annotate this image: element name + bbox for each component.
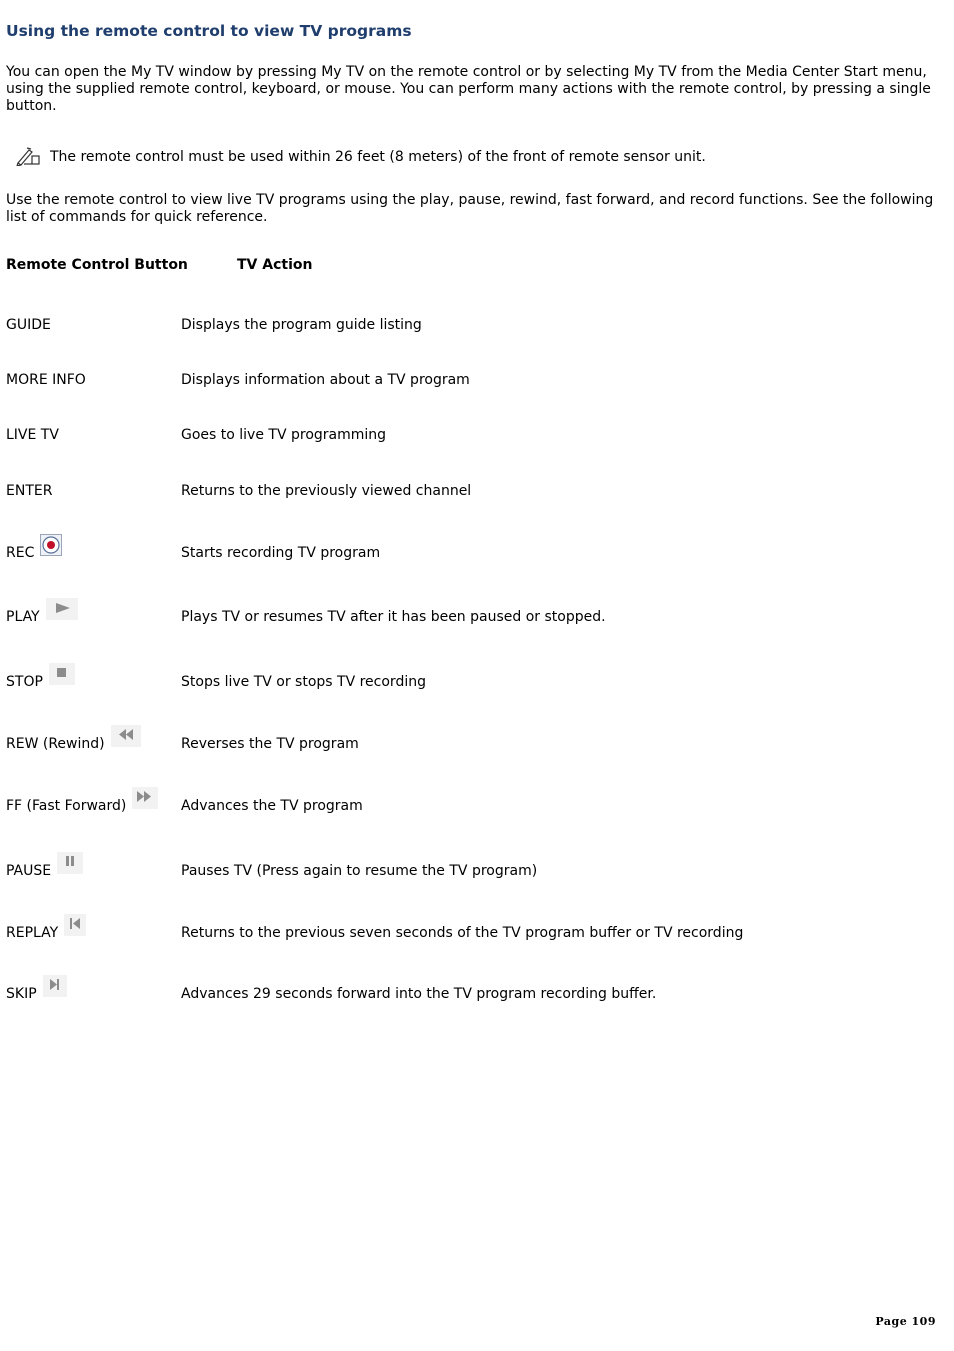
- action-text: Advances the TV program: [181, 798, 363, 814]
- table-row: [6, 420, 946, 444]
- table-row: [6, 538, 946, 562]
- button-name: PLAY: [6, 609, 40, 625]
- note-text: The remote control must be used within 26 feet (8 meters) of the front of remote sensor unit.: [50, 149, 706, 165]
- skip-icon: [43, 975, 67, 997]
- play-icon: [46, 598, 78, 620]
- table-row: [6, 791, 946, 815]
- button-name: REPLAY: [6, 925, 59, 941]
- button-name: ENTER: [6, 483, 53, 499]
- rewind-icon: [111, 725, 141, 747]
- action-text: Goes to live TV programming: [181, 427, 387, 443]
- note-block: [6, 146, 948, 166]
- page-title: Using the remote control to view TV programs: [6, 22, 412, 40]
- action-text: Reverses the TV program: [181, 736, 359, 752]
- page-number: Page 109: [875, 1315, 936, 1328]
- table-row: [6, 979, 946, 1003]
- table-row: [6, 918, 946, 942]
- table-row: [6, 729, 946, 753]
- action-text: Returns to the previous seven seconds of the TV program buffer or TV recording: [181, 925, 744, 941]
- action-text: Starts recording TV program: [181, 545, 381, 561]
- action-text: Stops live TV or stops TV recording: [181, 674, 426, 690]
- table-row: [6, 667, 946, 691]
- table-row: [6, 365, 946, 389]
- header-tv-action: TV Action: [237, 257, 313, 273]
- stop-icon: [49, 663, 75, 685]
- table-row: [6, 310, 946, 334]
- replay-icon: [64, 914, 86, 936]
- button-name: FF (Fast Forward): [6, 798, 127, 814]
- action-text: Displays the program guide listing: [181, 317, 422, 333]
- table-row: [6, 856, 946, 880]
- note-pencil-icon: [15, 146, 41, 166]
- action-text: Advances 29 seconds forward into the TV program recording buffer.: [181, 986, 657, 1002]
- record-icon: [40, 534, 62, 556]
- table-row: [6, 602, 946, 626]
- pause-icon: [57, 852, 83, 874]
- button-name: SKIP: [6, 986, 37, 1002]
- fast-forward-icon: [132, 787, 158, 809]
- intro-paragraph: You can open the My TV window by pressing My TV on the remote control or by selecting My TV from the Media Center Start menu, using the supplied remote control, keyboard, or mouse. You can perform many actions with the remote control, by pressing a single button.: [6, 64, 931, 114]
- button-name: PAUSE: [6, 863, 52, 879]
- action-text: Returns to the previously viewed channel: [181, 483, 472, 499]
- button-name: STOP: [6, 674, 43, 690]
- button-name: REW (Rewind): [6, 736, 105, 752]
- button-name: GUIDE: [6, 317, 51, 333]
- button-name: LIVE TV: [6, 427, 59, 443]
- action-text: Displays information about a TV program: [181, 372, 470, 388]
- table-row: [6, 476, 946, 500]
- usage-paragraph: Use the remote control to view live TV programs using the play, pause, rewind, fast forward, and record functions. See the following list of commands for quick reference.: [6, 192, 934, 225]
- header-remote-button: Remote Control Button: [6, 257, 188, 273]
- button-name: MORE INFO: [6, 372, 86, 388]
- action-text: Pauses TV (Press again to resume the TV program): [181, 863, 538, 879]
- action-text: Plays TV or resumes TV after it has been paused or stopped.: [181, 609, 606, 625]
- button-name: REC: [6, 545, 35, 561]
